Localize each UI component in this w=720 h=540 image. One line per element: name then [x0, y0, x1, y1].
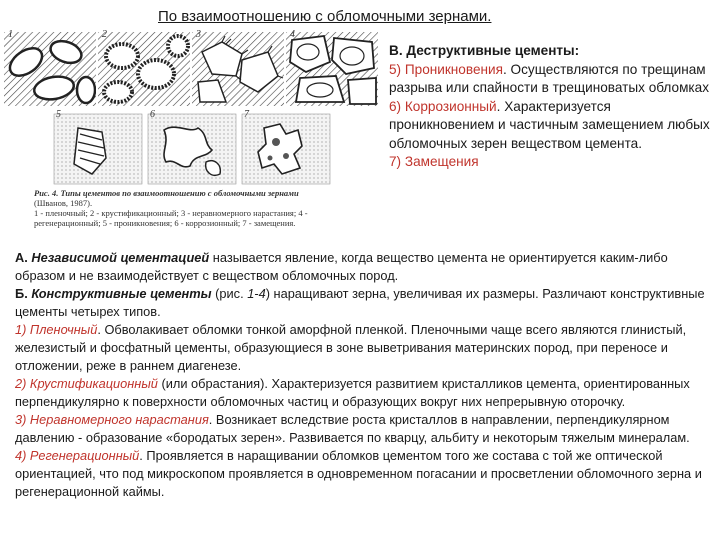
figure-panel-crustification: [98, 29, 190, 106]
section-a-prefix: А.: [15, 250, 32, 265]
figure-panel-corrosion: [146, 109, 238, 186]
film-cement-text: . Обволакивает обломки тонкой аморфной пленкой. Пленочными чаще всего являются глинистый, железистый и фосфатный цементы, образующиеся в зоне выветривания материнских пород, при переносе и отложении, реже в раннем диагенезе.: [15, 322, 687, 373]
corrosion-label: 6) Коррозионный: [389, 98, 497, 114]
film-cement-paragraph: [15, 321, 717, 375]
crustification-label: 2) Крустификационный: [15, 376, 158, 391]
independent-cementation-term: Независимой цементацией: [31, 250, 210, 265]
replacement-label: 7) Замещения: [389, 154, 479, 169]
uneven-growth-paragraph: [15, 411, 717, 447]
figure-panel-uneven-growth: [192, 29, 284, 106]
panel-number: 7: [244, 109, 249, 120]
panel-number: 2: [102, 29, 107, 40]
uneven-growth-text: . Возникает вследствие роста кристаллов в направлении, перпендикулярном давлению - образование «бородатых зерен». Развивается по кварцу, альбиту и некоторым тяжелым минералам.: [15, 412, 690, 445]
caption-head: Рис. 4. Типы цементов по взаимоотношению с обломочными зернами: [34, 188, 299, 198]
replacement-cement-drawing: [240, 112, 332, 186]
main-text: [15, 249, 717, 501]
panel-number: 6: [150, 109, 155, 120]
panel-number: 1: [8, 29, 13, 40]
figure-reference: 1-4: [247, 286, 266, 301]
penetration-cement-drawing: [52, 112, 144, 186]
independent-cementation-text: называется явление, когда вещество цемента не ориентируется каким-либо образом и не взаимодействует с веществом обломочных пород.: [15, 250, 668, 283]
figure-panel-penetration: [52, 109, 144, 186]
destructive-cements-section: [389, 42, 715, 172]
regeneration-cement-drawing: [286, 32, 378, 106]
constructive-cements-paragraph: [15, 285, 717, 321]
film-cement-drawing: [4, 32, 96, 106]
uneven-growth-label: 3) Неравномерного нарастания: [15, 412, 209, 427]
section-b-prefix: Б.: [15, 286, 32, 301]
crustification-paragraph: [15, 375, 717, 411]
destructive-heading: В. Деструктивные цементы:: [389, 43, 580, 58]
crustification-text: (или обрастания). Характеризуется развитием кристалликов цемента, ориентированных перпендикулярно к поверхности обломочных частиц и образующих вокруг них непрерывную оторочку.: [15, 376, 690, 409]
caption-items: 1 - пленочный; 2 - крустификационный; 3 - неравномерного нарастания; 4 - регенерационный; 5 - проникновения; 6 - коррозионный; 7 - замещения.: [34, 208, 308, 228]
constructive-cements-term: Конструктивные цементы: [31, 286, 212, 301]
film-cement-label: 1) Пленочный: [15, 322, 98, 337]
cement-types-figure: [4, 28, 380, 250]
constructive-text-2: ) наращивают зерна, увеличивая их размеры. Различают конструктивные цементы четырех типов.: [15, 286, 705, 319]
independent-cementation-paragraph: [15, 249, 717, 285]
regeneration-text: . Проявляется в наращивании обломков цементом того же состава с той же оптической ориентацией, что под микроскопом проявляется в одновременном погасании и просветлении обломочного зерна и регенерационной каймы.: [15, 448, 702, 499]
figure-panel-regeneration: [286, 29, 378, 106]
penetration-paragraph: [389, 61, 715, 98]
panel-number: 4: [290, 29, 295, 40]
constructive-text-1: (рис.: [211, 286, 248, 301]
penetration-text: . Осуществляются по трещинам разрыва или спайности в трещиноватых обломках: [389, 61, 710, 95]
corrosion-paragraph: [389, 98, 715, 154]
panel-number: 5: [56, 109, 61, 120]
penetration-label: 5) Проникновения: [389, 61, 503, 77]
caption-source: (Шванов, 1987).: [34, 198, 93, 208]
crustification-cement-drawing: [98, 32, 190, 106]
panel-number: 3: [196, 29, 201, 40]
figure-panel-replacement: [240, 109, 332, 186]
uneven-growth-cement-drawing: [192, 32, 284, 106]
corrosion-cement-drawing: [146, 112, 238, 186]
page-title: По взаимоотношению с обломочными зернами.: [158, 8, 492, 25]
corrosion-text: . Характеризуется проникновением и частичным замещением любых обломочных зерен веществом цемента.: [389, 98, 710, 151]
figure-panel-film: [4, 29, 96, 106]
regeneration-label: 4) Регенерационный: [15, 448, 140, 463]
regeneration-paragraph: [15, 447, 717, 501]
replacement-paragraph: [389, 153, 715, 172]
figure-caption: [34, 188, 374, 228]
